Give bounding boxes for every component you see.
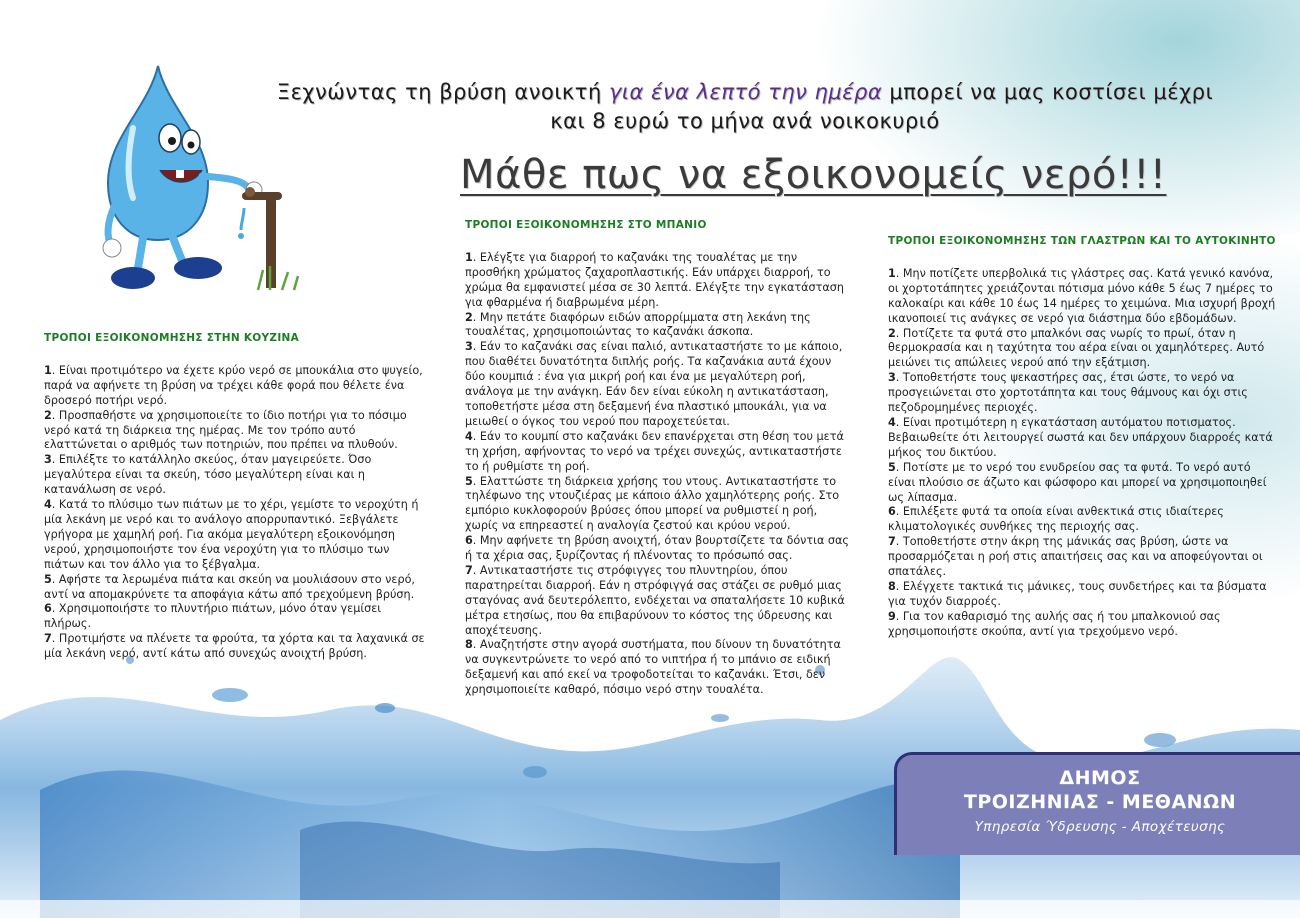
list-item: 3. Εάν το καζανάκι σας είναι παλιό, αντικαταστήστε το με κάποιο, που διαθέτει δυνατότητα διπλής ροής. Τα καζανάκια αυτά έχουν δύο κουμπιά : ένα για μικρή ροή και ένα με μεγαλύτερη ροή, ανάλογα με την ανάγκη. Εάν δεν είναι εύκολη η αντικατάσταση, τοποθετήστε μέσα στη δεξαμενή ένα πλαστικό μπουκάλι, για να μειωθεί ο όγκος του νερού που παροχετεύεται. xyxy=(465,340,843,428)
list-item: 2. Μην πετάτε διαφόρων ειδών απορρίμματα στη λεκάνη της τουαλέτας, χρησιμοποιώντας το καζανάκι άσκοπα. xyxy=(465,310,811,339)
service-name: Υπηρεσία Ύδρευσης - Αποχέτευσης xyxy=(974,819,1226,835)
list-item: 6. Επιλέξετε φυτά τα οποία είναι ανθεκτικά στις ιδιαίτερες κλιματολογικές συνθήκες της περιοχής σας. xyxy=(888,505,1224,534)
municipality-label: ΔΗΜΟΣ xyxy=(1059,767,1141,789)
list-item: 6. Χρησιμοποιήστε το πλυντήριο πιάτων, μόνο όταν γεμίσει πλήρως. xyxy=(44,602,382,631)
kitchen-heading: ΤΡΟΠΟΙ ΕΞΟΙΚΟΝΟΜΗΣΗΣ ΣΤΗΝ ΚΟΥΖΙΝΑ xyxy=(44,332,300,344)
list-item: 3. Επιλέξτε το κατάλληλο σκεύος, όταν μαγειρεύετε. Όσο μεγαλύτερα είναι τα σκεύη, τόσο μεγαλύτερη είναι και η κατανάλωση σε νερό. xyxy=(44,453,372,497)
municipality-badge xyxy=(894,752,1300,855)
list-item: 5. Ποτίστε με το νερό του ενυδρείου σας τα φυτά. Το νερό αυτό είναι πλούσιο σε άζωτο και φώσφορο και μπορεί να χρησιμοποιηθεί ως λίπασμα. xyxy=(888,460,1267,504)
bathroom-tips-column xyxy=(465,218,850,698)
list-item: 7. Αντικαταστήστε τις στρόφιγγες του πλυντηρίου, όπου παρατηρείται διαρροή. Εάν η στρόφιγγά σας στάζει σε ρυθμό μιας σταγόνας ανά δευτερόλεπτο, ενδέχεται να σπαταλήσετε 10 κυβικά μέτρα ετησίως, που θα επιβαρύνουν το κόστος της ύδρευσης και αποχέτευσης. xyxy=(465,563,845,637)
list-item: 5. Αφήστε τα λερωμένα πιάτα και σκεύη να μουλιάσουν στο νερό, αντί να απομακρύνετε τα αποφάγια κάτω από τρεχούμενη βρύση. xyxy=(44,572,415,601)
list-item: 4. Κατά το πλύσιμο των πιάτων με το χέρι, γεμίστε το νεροχύτη ή μία λεκάνη με νερό και το ανάλογο απορρυπαντικό. Ξεβγάλετε γρήγορα με χαμηλή ροή. Για ακόμα μεγαλύτερη εξοικονόμηση νερού, χρησιμοποιήστε τον ένα νεροχύτη για το πλύσιμο των πιάτων και τον άλλο για το ξέβγαλμα. xyxy=(44,498,419,571)
list-item: 9. Για τον καθαρισμό της αυλής σας ή του μπαλκονιού σας χρησιμοποιήστε σκούπα, αντί για τρεχούμενο νερό. xyxy=(888,609,1221,638)
list-item: 1. Ελέγξτε για διαρροή το καζανάκι της τουαλέτας με την προσθήκη χρώματος ζαχαροπλαστικής. Εάν υπάρχει διαρροή, το χρώμα θα εμφανιστεί μέσα σε 30 λεπτά. Ελέγξτε την εγκατάσταση για φθαρμένα ή διαβρωμένα μέρη. xyxy=(465,250,844,309)
bathroom-heading: ΤΡΟΠΟΙ ΕΞΟΙΚΟΝΟΜΗΣΗΣ ΣΤΟ ΜΠΑΝΙΟ xyxy=(465,219,707,231)
page-title: Μάθε πως να εξοικονομείς νερό!!! xyxy=(460,152,1167,198)
list-item: 1. Είναι προτιμότερο να έχετε κρύο νερό σε μπουκάλια στο ψυγείο, παρά να αφήνετε τη βρύση να τρέχει κάθε φορά που θέλετε ένα δροσερό ποτήρι νερό. xyxy=(44,363,423,407)
list-item: 1. Μην ποτίζετε υπερβολικά τις γλάστρες σας. Κατά γενικό κανόνα, οι χορτοτάπητες χρειάζονται πότισμα μόνο κάθε 5 έως 7 ημέρες το καλοκαίρι και κάθε 10 έως 14 ημέρες το χειμώνα. Μια ισχυρή βροχή ικανοποιεί τις ανάγκες σε νερό για διάστημα δύο εβδομάδων. xyxy=(888,266,1276,325)
list-item: 7. Προτιμήστε να πλένετε τα φρούτα, τα χόρτα και τα λαχανικά σε μία λεκάνη νερό, αντί κάτω από συνεχώς ανοιχτή βρύση. xyxy=(44,632,425,661)
list-item: 2. Ποτίζετε τα φυτά στο μπαλκόνι σας νωρίς το πρωί, όταν η θερμοκρασία και η ταχύτητα του αέρα είναι οι χαμηλότερες. Αυτό μειώνει τις απώλειες νερού από την εξάτμιση. xyxy=(888,326,1265,370)
headline-line2: και 8 ευρώ το μήνα ανά νοικοκυριό xyxy=(550,109,940,133)
list-item: 4. Εάν το κουμπί στο καζανάκι δεν επανέρχεται στη θέση του μετά τη χρήση, αφήνοντας το νερό να τρέχει συνεχώς, αντικαταστήστε το ή ρυθμίστε τη ροή. xyxy=(465,429,844,473)
garden-heading: ΤΡΟΠΟΙ ΕΞΟΙΚΟΝΟΜΗΣΗΣ ΤΩΝ ΓΛΑΣΤΡΩΝ ΚΑΙ ΤΟ ΑΥΤΟΚΙΝΗΤΟ xyxy=(888,235,1276,247)
list-item: 4. Είναι προτιμότερη η εγκατάσταση αυτόματου ποτισματος. Βεβαιωθείτε ότι λειτουργεί σωστά και δεν υπάρχουν διαρροές κατά μήκος του δικτύου. xyxy=(888,415,1273,459)
list-item: 5. Ελαττώστε τη διάρκεια χρήσης του ντους. Αντικαταστήστε το τηλέφωνο της ντουζιέρας με κάποιο άλλο χαμηλότερης ροής. Στο εμπόριο κυκλοφορούν βρύσες όπου μπορεί να ρυθμιστεί η ροή, χωρίς να επηρεαστεί η αναλογία ζεστού και κρύου νερού. xyxy=(465,474,840,533)
list-item: 6. Μην αφήνετε τη βρύση ανοιχτή, όταν βουρτσίζετε τα δόντια σας ή τα χέρια σας, ξυρίζοντας ή πλένοντας το πρόσωπό σας. xyxy=(465,534,849,563)
garden-tips-column xyxy=(888,234,1278,640)
list-item: 3. Τοποθετήστε τους ψεκαστήρες σας, έτσι ώστε, το νερό να προσγειώνεται στο χορτοτάπητα και τους θάμνους και όχι στις πεζοδρομημένες περιοχές. xyxy=(888,371,1248,415)
kitchen-tips-column xyxy=(44,331,426,662)
list-item: 8. Αναζητήστε στην αγορά συστήματα, που δίνουν τη δυνατότητα να συγκεντρώνετε το νερό από το νιπτήρα ή το μπάνιο σε ειδική δεξαμενή και από εκεί να τροφοδοτείται το καζανάκι. Έτσι, δεν χρησιμοποιείτε καθαρό, πόσιμο νερό στην τουαλέτα. xyxy=(465,638,841,697)
headline-text-part1: Ξεχνώντας τη βρύση ανοικτή xyxy=(276,80,609,104)
headline-text-part2: μπορεί να μας κοστίσει μέχρι xyxy=(882,80,1214,104)
list-item: 7. Τοποθετήστε στην άκρη της μάνικάς σας βρύση, ώστε να προσαρμόζεται η ροή στις απαιτήσεις σας και να αποφεύγονται οι σπατάλες. xyxy=(888,535,1263,579)
headline xyxy=(240,78,1250,136)
list-item: 2. Προσπαθήστε να χρησιμοποιείτε το ίδιο ποτήρι για το πόσιμο νερό κατά τη διάρκεια της ημέρας. Με τον τρόπο αυτό ελαττώνεται ο αριθμός των ποτηριών, που πρέπει να πλυθούν. xyxy=(44,408,407,452)
list-item: 8. Ελέγχετε τακτικά τις μάνικες, τους συνδετήρες και τα βύσματα για τυχόν διαρροές. xyxy=(888,579,1267,608)
municipality-name: ΤΡΟΙΖΗΝΙΑΣ - ΜΕΘΑΝΩΝ xyxy=(963,791,1237,813)
headline-highlight: για ένα λεπτό την ημέρα xyxy=(608,80,883,104)
